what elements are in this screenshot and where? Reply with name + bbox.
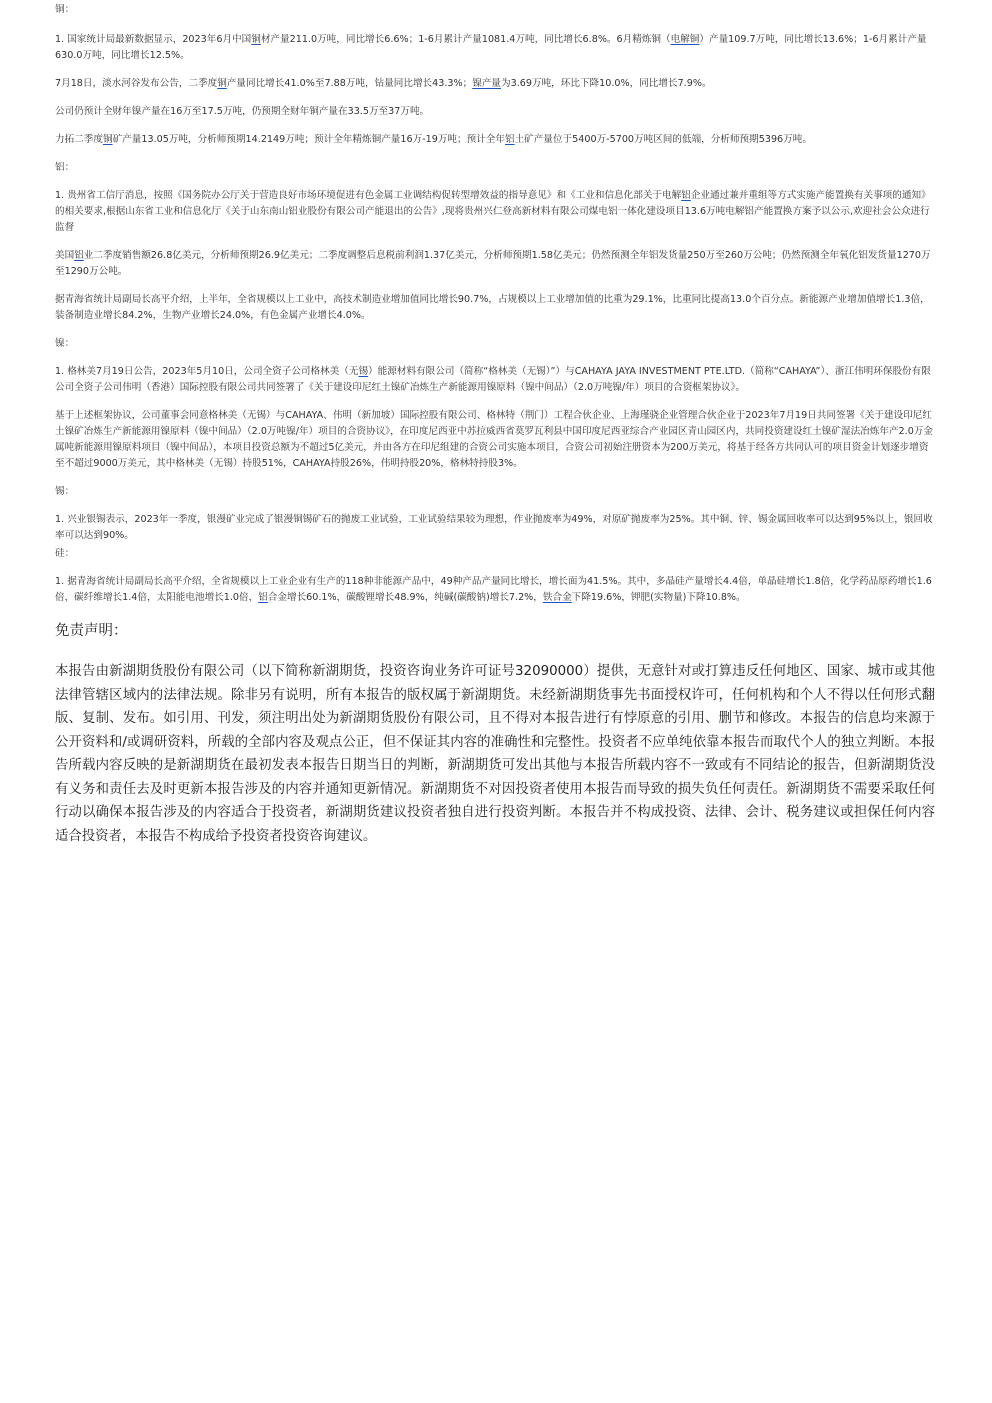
aluminum-paragraph-1: 1. 贵州省工信厅消息，按照《国务院办公厅关于营造良好市场环境促进有色金属工业调结构促转型增效益的指导意见》和《工业和信息化部关于电解铝企业通过兼并重组等方式实施产能置换有关事项的通知》的相关要求,根据山东省工业和信息化厅《关于山东南山铝业股份有限公司产能退出的公告》,现将贵州兴仁登高新材料有限公司煤电铝一体化建设项目13.6万吨电解铝产能置换方案予以公示,欢迎社会公众进行监督 [55,190,931,233]
copper-link[interactable]: 铜 [102,134,113,145]
tin-paragraph-1: 1. 兴业银锡表示，2023年一季度，银漫矿业完成了银漫铜锡矿石的抛废工业试验，工业试验结果较为理想，作业抛废率为49%，对原矿抛废率为25%。其中铜、锌、锡金属回收率可以达到95%以上，银回收率可以达到90%。 [55,514,933,541]
section-header-tin: 锡： [55,486,75,497]
aluminum-link[interactable]: 铝 [504,134,515,145]
copper-paragraph-1: 1. 国家统计局最新数据显示，2023年6月中国铜材产量211.0万吨，同比增长6.6%；1-6月累计产量1081.4万吨，同比增长6.8%。6月精炼铜（电解铜）产量109.7万吨，同比增长13.6%；1-6月累计产量630.0万吨，同比增长12.5%。 [55,34,927,61]
aluminum-paragraph-3: 据青海省统计局副局长高平介绍，上半年，全省规模以上工业中，高技术制造业增加值同比增长90.7%，占规模以上工业增加值的比重为29.1%，比重同比提高13.0个百分点。新能源产业增加值增长1.3倍，装备制造业增长84.2%，生物产业增长24.0%，有色金属产业增长4.0%。 [55,294,930,321]
aluminum-link[interactable]: 铝 [74,250,84,261]
aluminum-link[interactable]: 铝 [681,190,691,201]
copper-paragraph-3: 公司仍预计全财年镍产量在16万至17.5万吨，仍预期全财年铜产量在33.5万至37万吨。 [55,106,430,117]
nickel-paragraph-2: 基于上述框架协议，公司董事会同意格林美（无锡）与CAHAYA、伟明（新加坡）国际控股有限公司、格林特（荆门）工程合伙企业、上海瑾骁企业管理合伙企业于2023年7月19日共同签署《关于建设印尼红土镍矿冶炼生产新能源用镍原料（镍中间品）（2.0万吨镍/年）项目的合资协议》，在印度尼西亚中苏拉威西省莫罗瓦利县中国印度尼西亚综合产业园区青山园区内，共同投资建设红土镍矿湿法冶炼年产2.0万金属吨新能源用镍原料项目（镍中间品），本项目投资总额为不超过5亿美元，并由各方在印尼组建的合资公司实施本项目，合资公司初始注册资本为200万美元，将基于经各方共同认可的项目资金计划逐步增资至不超过9000万美元，其中格林美（无锡）持股51%，CAHAYA持股26%，伟明持股20%，格林特持股3%。 [55,410,933,469]
copper-paragraph-4: 力拓二季度铜矿产量13.05万吨，分析师预期14.2149万吨；预计全年精炼铜产量16万-19万吨；预计全年铝土矿产量位于5400万-5700万吨区间的低端，分析师预期5396万吨。 [55,134,812,145]
silicon-paragraph-1: 1. 据青海省统计局副局长高平介绍，全省规模以上工业企业有生产的118种非能源产品中，49种产品产量同比增长，增长面为41.5%。其中，多晶硅产量增长4.4倍，单晶硅增长1.8倍，化学药品原药增长1.6倍，碳纤维增长1.4倍，太阳能电池增长1.0倍，铝合金增长60.1%，碳酸锂增长48.9%，纯碱(碳酸钠)增长7.2%，铁合金下降19.6%，钾肥(实物量)下降10.8%。 [55,576,932,603]
disclaimer-body: 本报告由新湖期货股份有限公司（以下简称新湖期货，投资咨询业务许可证号32090000）提供，无意针对或打算违反任何地区、国家、城市或其他法律管辖区域内的法律法规。除非另有说明，所有本报告的版权属于新湖期货。未经新湖期货事先书面授权许可，任何机构和个人不得以任何形式翻版、复制、发布。如引用、刊发，须注明出处为新湖期货股份有限公司，且不得对本报告进行有悖原意的引用、删节和修改。本报告的信息均来源于公开资料和/或调研资料，所载的全部内容及观点公正，但不保证其内容的准确性和完整性。投资者不应单纯依靠本报告而取代个人的独立判断。本报告所载内容反映的是新湖期货在最初发表本报告日期当日的判断，新湖期货可发出其他与本报告所载内容不一致或有不同结论的报告，但新湖期货没有义务和责任去及时更新本报告涉及的内容并通知更新情况。新湖期货不对因投资者使用本报告而导致的损失负任何责任。新湖期货不需要采取任何行动以确保本报告涉及的内容适合于投资者，新湖期货建议投资者独自进行投资判断。本报告并不构成投资、法律、会计、税务建议或担保任何内容适合投资者，本报告不构成给予投资者投资咨询建议。 [55,664,935,844]
nickel-paragraph-1: 1. 格林美7月19日公告，2023年5月10日，公司全资子公司格林美（无锡）能源材料有限公司（简称“格林美（无锡）”）与CAHAYA JAYA INVESTMENT PTE.LTD.（简称“CAHAYA”）、浙江伟明环保股份有限公司全资子公司伟明（香港）国际控股有限公司共同签署了《关于建设印尼红土镍矿冶炼生产新能源用镍原料（镍中间品）（2.0万吨镍/年）项目的合资框架协议》。 [55,366,931,393]
copper-link[interactable]: 铜 [217,78,227,89]
aluminum-link[interactable]: 铝 [258,592,268,603]
section-header-aluminum: 铝： [55,162,75,173]
copper-link[interactable]: 铜 [251,34,261,45]
electrolytic-copper-link[interactable]: 电解铜 [670,34,700,45]
section-header-silicon: 硅： [55,548,75,559]
section-header-nickel: 镍： [55,338,75,349]
nickel-output-link[interactable]: 镍产量 [472,78,502,89]
disclaimer-title: 免责声明： [55,623,128,639]
aluminum-paragraph-2: 美国铝业二季度销售额26.8亿美元，分析师预期26.9亿美元；二季度调整后息税前利润1.37亿美元，分析师预期1.58亿美元；仍然预测全年铝发货量250万至260万公吨；仍然预测全年氧化铝发货量1270万至1290万公吨。 [55,250,931,277]
tin-link[interactable]: 锡 [358,366,369,377]
ferroalloy-link[interactable]: 铁合金 [542,592,572,603]
section-header-copper: 铜： [55,4,75,15]
report-page [55,0,935,848]
copper-paragraph-2: 7月18日，淡水河谷发布公告，二季度铜产量同比增长41.0%至7.88万吨，钻量同比增长43.3%；镍产量为3.69万吨，环比下降10.0%，同比增长7.9%。 [55,78,712,89]
